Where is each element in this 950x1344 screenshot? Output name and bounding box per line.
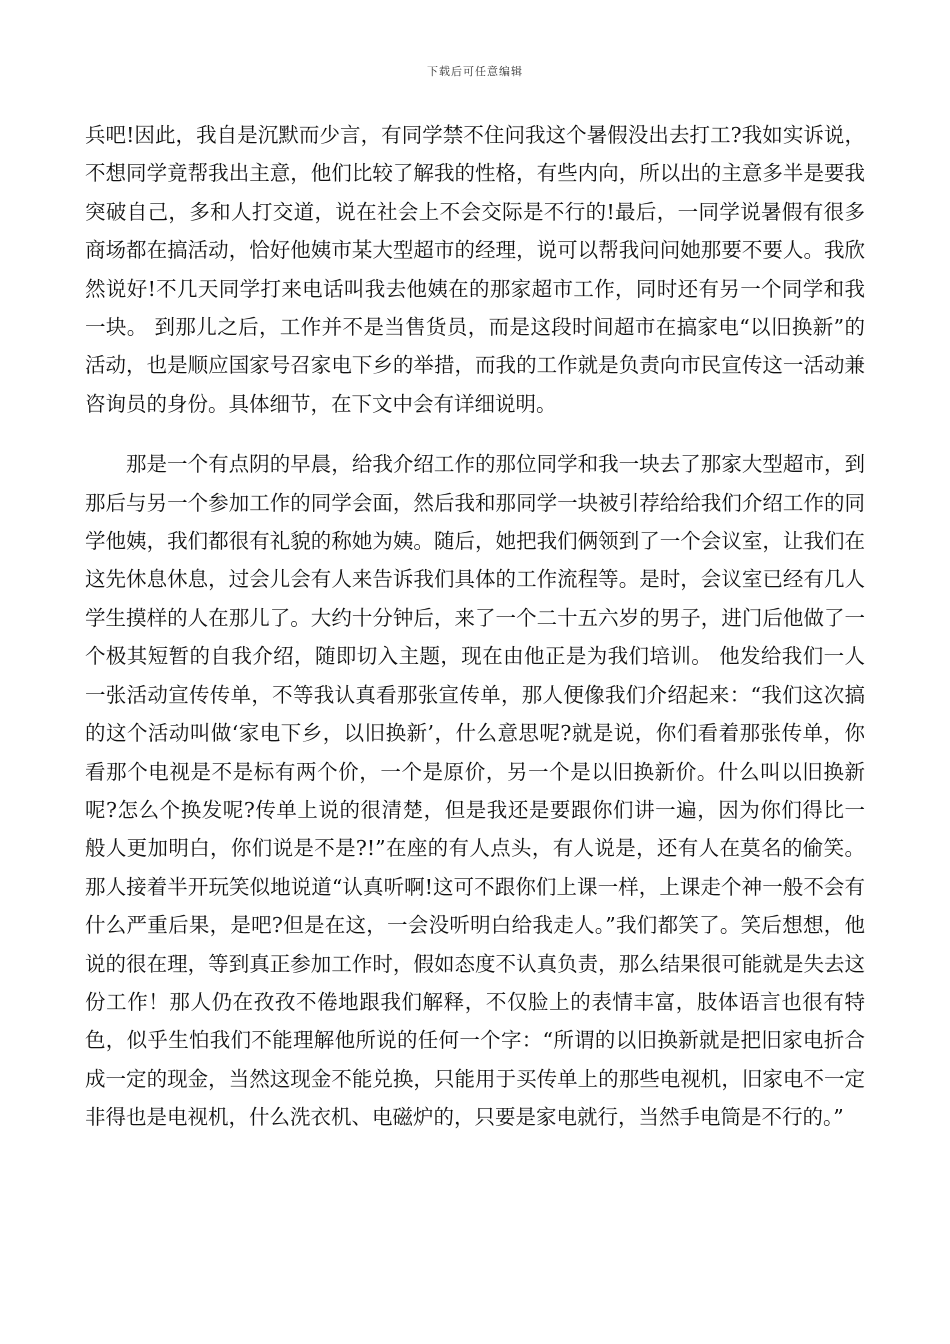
body-paragraph: 兵吧!因此，我自是沉默而少言，有同学禁不住问我这个暑假没出去打工?我如实诉说，不想同学竟帮我出主意，他们比较了解我的性格，有些内向，所以出的主意多半是要我突破自己，多和人打交道，说在社会上不会交际是不行的!最后，一同学说暑假有很多商场都在搞活动，恰好他姨市某大型超市的经理，说可以帮我问问她那要不要人。我欣然说好!不几天同学打来电话叫我去他姨在的那家超市工作，同时还有另一个同学和我一块。 到那儿之后，工作并不是当售货员，而是这段时间超市在搞家电“以旧换新”的活动，也是顺应国家号召家电下乡的举措，而我的工作就是负责向市民宣传这一活动兼咨询员的身份。具体细节，在下文中会有详细说明。 — [85, 123, 865, 416]
page-header-note: 下载后可任意编辑 — [427, 65, 523, 78]
body-paragraph: 那是一个有点阴的早晨，给我介绍工作的那位同学和我一块去了那家大型超市，到那后与另一个参加工作的同学会面，然后我和那同学一块被引荐给给我们介绍工作的同学他姨，我们都很有礼貌的称她为姨。随后，她把我们俩领到了一个会议室，让我们在这先休息休息，过会儿会有人来告诉我们具体的工作流程等。是时，会议室已经有几人学生摸样的人在那儿了。大约十分钟后，来了一个二十五六岁的男子，进门后他做了一个极其短暂的自我介绍，随即切入主题，现在由他正是为我们培训。 他发给我们一人一张活动宣传传单，不等我认真看那张宣传单，那人便像我们介绍起来：“我们这次搞的这个活动叫做‘家电下乡，以旧换新’，什么意思呢?就是说，你们看着那张传单，你看那个电视是不是标有两个价，一个是原价，另一个是以旧换新价。什么叫以旧换新呢?怎么个换发呢?传单上说的很清楚，但是我还是要跟你们讲一遍，因为你们得比一般人更加明白，你们说是不是?!”在座的有人点头，有人说是，还有人在莫名的偷笑。那人接着半开玩笑似地说道“认真听啊!这可不跟你们上课一样，上课走个神一般不会有什么严重后果，是吧?但是在这，一会没听明白给我走人。”我们都笑了。笑后想想，他说的很在理，等到真正参加工作时，假如态度不认真负责，那么结果很可能就是失去这份工作！那人仍在孜孜不倦地跟我们解释，不仅脸上的表情丰富，肢体语言也很有特色，似乎生怕我们不能理解他所说的任何一个字：“所谓的以旧换新就是把旧家电折合成一定的现金，当然这现金不能兑换，只能用于买传单上的那些电视机，旧家电不一定非得也是电视机，什么洗衣机、电磁炉的，只要是家电就行，当然手电筒是不行的。” — [85, 452, 865, 1130]
document-body — [85, 116, 865, 1137]
